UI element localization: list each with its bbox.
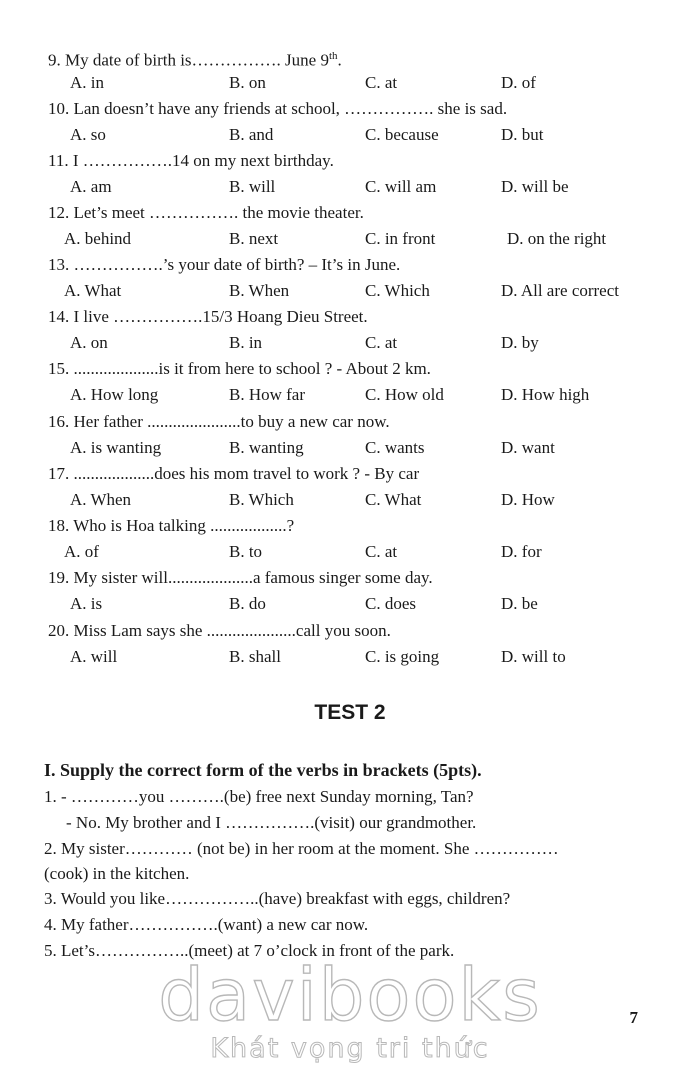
- question-18: 18. Who is Hoa talking ..................?: [48, 516, 295, 535]
- watermark-logo: davibooks: [158, 953, 542, 1037]
- superscript: th: [328, 50, 338, 62]
- test-title: TEST 2: [314, 701, 386, 724]
- options-18: [0, 542, 700, 562]
- options-13: [0, 281, 700, 301]
- option-d: D. will to: [501, 647, 566, 666]
- options-19: [0, 594, 700, 614]
- exercise-line: 3. Would you like……………..(have) breakfast with eggs, children?: [44, 889, 511, 908]
- question-12: 12. Let’s meet ……………. the movie theater.: [48, 203, 364, 222]
- question-17: 17. ...................does his mom travel to work ? - By car: [48, 464, 420, 483]
- option-b: B. on: [229, 73, 266, 92]
- options-16: [0, 438, 700, 458]
- options-12: [0, 229, 700, 249]
- option-b: B. When: [229, 281, 290, 300]
- options-17: [0, 490, 700, 510]
- option-a: A. behind: [64, 229, 132, 248]
- page-number: 7: [629, 1008, 638, 1027]
- option-d: D. but: [501, 125, 544, 144]
- option-c: C. at: [365, 73, 398, 92]
- option-d: D. want: [501, 438, 555, 457]
- option-b: B. wanting: [229, 438, 304, 457]
- option-a: A. am: [70, 177, 112, 196]
- exercise-line: - No. My brother and I …………….(visit) our grandmother.: [66, 813, 477, 832]
- option-a: A. How long: [70, 385, 159, 404]
- option-a: A. When: [70, 490, 132, 509]
- option-a: A. is: [70, 594, 103, 613]
- exercise-line: 5. Let’s……………..(meet) at 7 o’clock in front of the park.: [44, 941, 455, 960]
- option-b: B. to: [229, 542, 263, 561]
- option-a: A. of: [64, 542, 99, 561]
- option-d: D. will be: [501, 177, 569, 196]
- option-b: B. will: [229, 177, 276, 196]
- option-c: C. at: [365, 333, 398, 352]
- question-stem-end: .: [337, 50, 342, 70]
- option-c: C. at: [365, 542, 398, 561]
- section-heading: I. Supply the correct form of the verbs in brackets (5pts).: [44, 760, 482, 780]
- option-a: A. on: [70, 333, 108, 352]
- option-b: B. shall: [229, 647, 281, 666]
- watermark-tagline: Khát vọng tri thức: [210, 1033, 490, 1064]
- options-14: [0, 333, 700, 353]
- option-a: A. will: [70, 647, 118, 666]
- option-c: C. What: [365, 490, 422, 509]
- option-d: D. of: [501, 73, 536, 92]
- options-15: [0, 385, 700, 405]
- option-b: B. next: [229, 229, 279, 248]
- option-b: B. and: [229, 125, 274, 144]
- option-a: A. is wanting: [70, 438, 162, 457]
- option-a: A. What: [64, 281, 122, 300]
- option-c: C. will am: [365, 177, 437, 196]
- option-c: C. does: [365, 594, 416, 613]
- question-19: 19. My sister will....................a famous singer some day.: [48, 568, 433, 587]
- options-20: [0, 647, 700, 667]
- option-b: B. do: [229, 594, 266, 613]
- option-d: D. All are correct: [501, 281, 619, 300]
- option-b: B. Which: [229, 490, 294, 509]
- exercise-line: 1. - …………you ……….(be) free next Sunday morning, Tan?: [44, 787, 474, 806]
- question-13: 13. …………….’s your date of birth? – It’s in June.: [48, 255, 401, 274]
- option-d: D. be: [501, 594, 538, 613]
- option-c: C. is going: [365, 647, 440, 666]
- question-20: 20. Miss Lam says she .....................call you soon.: [48, 621, 391, 640]
- option-c: C. How old: [365, 385, 444, 404]
- question-10: 10. Lan doesn’t have any friends at school, ……………. she is sad.: [48, 99, 508, 118]
- option-c: C. in front: [365, 229, 436, 248]
- option-d: D. on the right: [507, 229, 607, 248]
- exercise-line: 4. My father…………….(want) a new car now.: [44, 915, 369, 934]
- exercise-line: (cook) in the kitchen.: [44, 864, 190, 883]
- options-11: [0, 177, 700, 197]
- option-c: C. wants: [365, 438, 425, 457]
- option-c: C. Which: [365, 281, 430, 300]
- question-stem: 9. My date of birth is……………. June 9: [48, 50, 329, 70]
- option-b: B. How far: [229, 385, 306, 404]
- exercise-line: 2. My sister………… (not be) in her room at the moment. She ……………: [44, 839, 559, 858]
- option-d: D. How high: [501, 385, 590, 404]
- option-c: C. because: [365, 125, 439, 144]
- option-d: D. for: [501, 542, 542, 561]
- question-9: [48, 46, 342, 71]
- option-a: A. in: [70, 73, 104, 92]
- option-a: A. so: [70, 125, 106, 144]
- question-16: 16. Her father ......................to buy a new car now.: [48, 412, 390, 431]
- option-b: B. in: [229, 333, 263, 352]
- options-9: [0, 73, 700, 93]
- question-15: 15. ....................is it from here to school ? - About 2 km.: [48, 359, 431, 378]
- options-10: [0, 125, 700, 145]
- question-11: 11. I …………….14 on my next birthday.: [48, 151, 334, 170]
- option-d: D. How: [501, 490, 555, 509]
- option-d: D. by: [501, 333, 539, 352]
- question-14: 14. I live …………….15/3 Hoang Dieu Street.: [48, 307, 368, 326]
